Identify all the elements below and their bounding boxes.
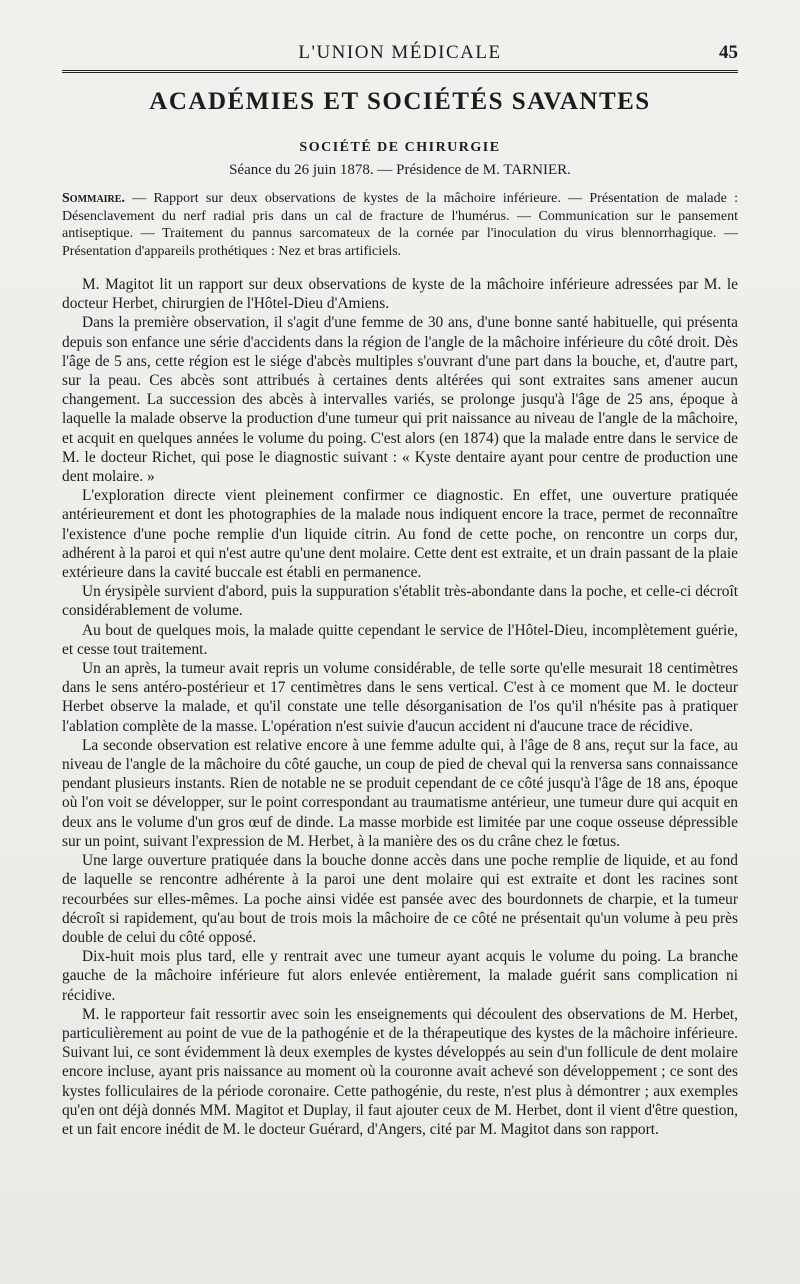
paragraph: Au bout de quelques mois, la malade quitte cependant le service de l'Hôtel-Dieu, incomplètement guérie, et cesse tout traitement. bbox=[62, 621, 738, 658]
summary-block bbox=[62, 190, 738, 260]
paragraph: Dix-huit mois plus tard, elle y rentrait avec une tumeur ayant acquis le volume du poing. La branche gauche de la mâchoire inférieure fut alors enlevée entièrement, la malade guérit sans complication ni récidive. bbox=[62, 948, 738, 1004]
paragraph: La seconde observation est relative encore à une femme adulte qui, à l'âge de 8 ans, reçut sur la face, au niveau de l'angle de la mâchoire du côté gauche, un coup de pied de cheval qui la renversa sans connaissance pendant plusieurs instants. Rien de notable ne se produit cependant de ce côté jusqu'à l'âge de 18 ans, époque où l'on voit se développer, sur le point correspondant au traumatisme antérieur, une tumeur dure qui acquit en deux ans le volume d'un gros œuf de dinde. La masse morbide est limitée par une coque osseuse dépressible sur un point, suivant l'expression de M. Herbet, à la manière des os du crâne chez le fœtus. bbox=[62, 736, 738, 850]
paragraph: M. le rapporteur fait ressortir avec soin les enseignements qui découlent des observations de M. Herbet, particulièrement au point de vue de la pathogénie et de la thérapeutique des kystes de la mâchoire inférieure. Suivant lui, ce sont évidemment là deux exemples de kystes développés au sein d'un follicule de dent molaire encore incluse, ayant pris naissance au moment où la couronne avait achevé son développement ; ce sont des kystes folliculaires de la période coronaire. Cette pathogénie, du reste, n'est plus à démontrer ; aux exemples qu'en ont déjà donnés MM. Magitot et Duplay, il faut ajouter ceux de M. Herbet, dont il vient d'être question, et un fait encore inédit de M. le docteur Guérard, d'Angers, cité par M. Magitot dans son rapport. bbox=[62, 1005, 738, 1138]
summary-text: — Rapport sur deux observations de kystes de la mâchoire inférieure. — Présentation de malade : Désenclavement du nerf radial pris dans un cal de fracture de l'humérus. — Communication sur le pansement antiseptique. — Traitement du pannus sarcomateux de la cornée par l'inoculation du virus blennorrhagique. — Présentation d'appareils prothétiques : Nez et bras artificiels. bbox=[62, 191, 738, 259]
paragraph: Dans la première observation, il s'agit d'une femme de 30 ans, d'une bonne santé habituelle, qui présenta depuis son enfance une série d'accidents dans la région de l'angle de la mâchoire inférieure du côté droit. Dès l'âge de 5 ans, cette région est le siége d'abcès multiples s'ouvrant d'une part dans la bouche, et, d'autre part, sur la peau. Ces abcès sont attribués à certaines dents altérées qui sont extraites sans amener aucun changement. La succession des abcès à intervalles variés, se prolonge jusqu'à l'âge de 25 ans, époque à laquelle la malade observe la production d'une tumeur qui prit naissance au niveau de l'angle de la mâchoire, et acquit en quelques années le volume du poing. C'est alors (en 1874) que la malade entre dans le service de M. le docteur Richet, qui pose le diagnostic suivant : « Kyste dentaire ayant pour centre de production une dent molaire. » bbox=[62, 314, 738, 486]
page-number: 45 bbox=[719, 42, 738, 63]
paragraph: Un érysipèle survient d'abord, puis la suppuration s'établit très-abondante dans la poche, et celle-ci décroît considérablement de volume. bbox=[62, 583, 738, 620]
paragraph: M. Magitot lit un rapport sur deux observations de kyste de la mâchoire inférieure adressées par M. le docteur Herbet, chirurgien de l'Hôtel-Dieu d'Amiens. bbox=[62, 276, 738, 313]
article-body bbox=[62, 275, 738, 1139]
paragraph: Une large ouverture pratiquée dans la bouche donne accès dans une poche remplie de liquide, et au fond de laquelle se rencontre adhérente à la paroi une dent molaire qui est extraite et dont les racines sont recourbées sur elles-mêmes. La poche ainsi vidée est pansée avec des bourdonnets de charpie, et la tumeur décroît si rapidement, qu'au bout de trois mois la mâchoire de ce côté ne présentait qu'un volume à peu près double de celui du côté opposé. bbox=[62, 852, 738, 946]
header-rule bbox=[62, 70, 738, 73]
page-header bbox=[62, 40, 738, 70]
section-heading: ACADÉMIES ET SOCIÉTÉS SAVANTES bbox=[149, 88, 651, 115]
session-line: Séance du 26 juin 1878. — Présidence de M. TARNIER. bbox=[229, 162, 571, 178]
running-title: L'UNION MÉDICALE bbox=[298, 42, 502, 63]
society-name: SOCIÉTÉ DE CHIRURGIE bbox=[299, 140, 501, 155]
summary-label: Sommaire. bbox=[62, 191, 125, 206]
paragraph: L'exploration directe vient pleinement confirmer ce diagnostic. En effet, une ouverture pratiquée antérieurement et dont les photographies de la malade nous indiquent encore la trace, permet de reconnaître l'existence d'une poche remplie d'un liquide citrin. Au fond de cette poche, on rencontre un corps dur, adhérent à la paroi et qui n'est autre qu'une dent molaire. Cette dent est extraite, et un drain passant de la plaie extérieure dans la cavité buccale est établi en permanence. bbox=[62, 487, 738, 582]
paragraph: Un an après, la tumeur avait repris un volume considérable, de telle sorte qu'elle mesurait 18 centimètres dans le sens antéro-postérieur et 17 centimètres dans le sens vertical. C'est à ce moment que M. le docteur Herbet observe la malade, et qu'il constate une telle désorganisation de l'os qu'il n'hésite pas à pratiquer l'ablation complète de la masse. L'opération n'est suivie d'aucun accident ni d'aucune trace de récidive. bbox=[62, 660, 738, 735]
